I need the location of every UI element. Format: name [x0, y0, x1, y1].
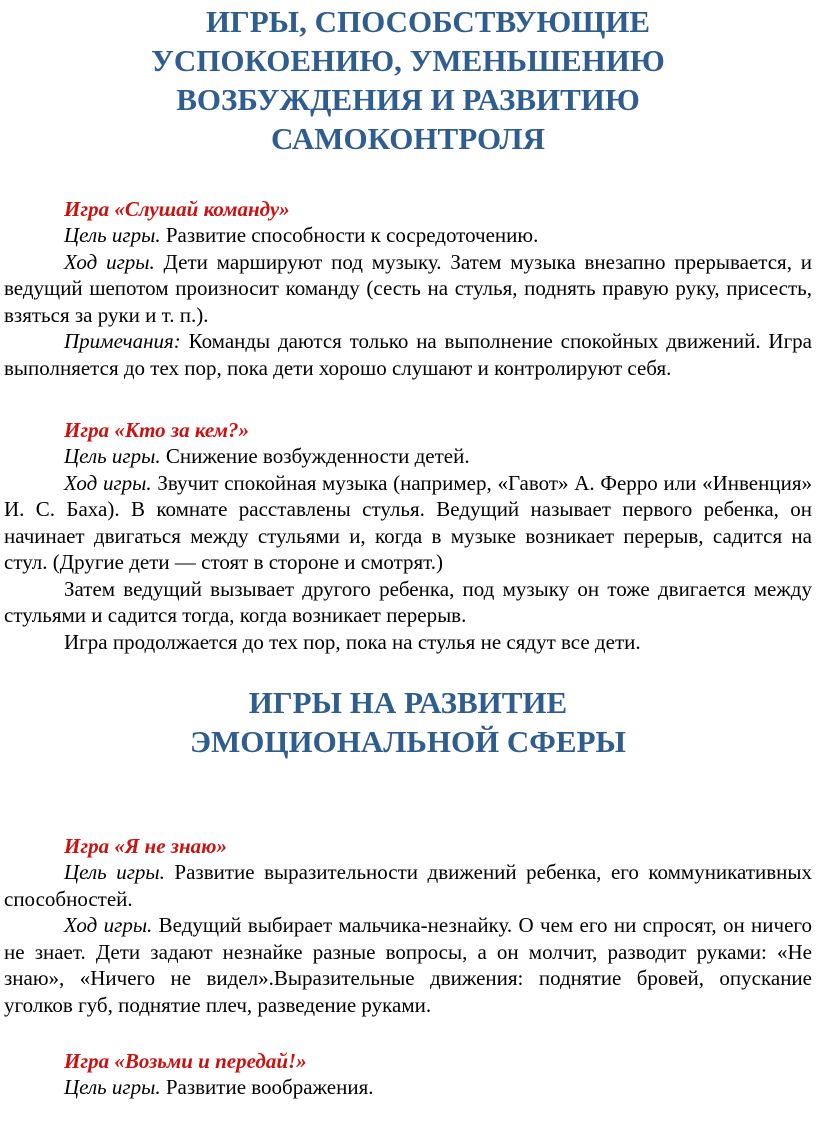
- course-text: Дети маршируют под музыку. Затем музыка внезапно прерывается, и ведущий шепотом произносит команду (сесть на стулья, поднять правую руку, присесть, взяться за руки и т. п.).: [4, 249, 812, 327]
- course-label: Ход игры.: [64, 249, 155, 274]
- course-label: Ход игры.: [64, 470, 152, 495]
- game-course: [4, 912, 812, 1018]
- title-line: ИГРЫ НА РАЗВИТИЕ: [248, 685, 568, 720]
- course-text: Ведущий выбирает мальчика-незнайку. О чем его ни спросят, он ничего не знает. Дети задают незнайке разные вопросы, а он молчит, разводит руками: «Не знаю», «Ничего не видел».Выразительные движения: поднятие бровей, опускание уголков губ, поднятие плеч, разведение руками.: [4, 913, 813, 1017]
- game-listen-command: [4, 196, 812, 381]
- game-title: Игра «Я не знаю»: [64, 834, 227, 858]
- course-label: Ход игры.: [64, 913, 153, 937]
- game-paragraph: Игра продолжается до тех пор, пока на стулья не сядут все дети.: [64, 629, 641, 654]
- title-line: ВОЗБУЖДЕНИЯ И РАЗВИТИЮ: [176, 82, 640, 117]
- goal-label: Цель игры.: [64, 860, 165, 884]
- title-line: ЭМОЦИОНАЛЬНОЙ СФЕРЫ: [190, 724, 626, 759]
- game-paragraph: Затем ведущий вызывает другого ребенка, под музыку он тоже двигается между стульями и садится тогда, когда возникает перерыв.: [4, 576, 812, 627]
- game-title: Игра «Слушай команду»: [64, 197, 290, 221]
- goal-text: Развитие воображения.: [160, 1075, 374, 1099]
- goal-label: Цель игры.: [64, 444, 161, 468]
- title-line: САМОКОНТРОЛЯ: [270, 121, 546, 156]
- goal-label: Цель игры.: [64, 1075, 161, 1099]
- game-course: [4, 470, 812, 576]
- game-title: Игра «Возьми и передай!»: [64, 1049, 307, 1073]
- game-goal: [4, 1074, 812, 1101]
- game-goal: [4, 222, 812, 249]
- game-who-after-whom: [4, 417, 812, 655]
- section-title-emotional-games: [4, 683, 812, 761]
- game-course: [4, 249, 812, 329]
- notes-label: Примечания:: [64, 329, 181, 353]
- game-goal: [4, 859, 812, 912]
- goal-text: Развитие способности к сосредоточению.: [160, 223, 539, 247]
- notes-text: Команды даются только на выполнение спокойных движений. Игра выполняется до тех пор, пока дети хорошо слушают и контролируют себя.: [4, 329, 812, 380]
- goal-label: Цель игры.: [64, 223, 161, 247]
- course-text: Звучит спокойная музыка (например, «Гавот» А. Ферро или «Инвенция» И. С. Баха). В комнате расставлены стулья. Ведущий называет первого ребенка, он начинает двигаться между стульями и, когда в музыке возникает перерыв, садится на стул. (Другие дети — стоят в стороне и смотрят.): [4, 470, 812, 574]
- title-line: ИГРЫ, СПОСОБСТВУЮЩИЕ: [205, 4, 651, 39]
- game-take-and-pass: [4, 1048, 812, 1101]
- game-goal: [4, 443, 812, 470]
- game-title: Игра «Кто за кем?»: [64, 418, 250, 442]
- game-notes: [4, 328, 812, 381]
- goal-text: Развитие выразительности движений ребенка, его коммуникативных способностей.: [4, 860, 813, 911]
- section-title-calming-games: [4, 0, 812, 158]
- title-line: УСПОКОЕНИЮ, УМЕНЬШЕНИЮ: [151, 43, 665, 78]
- game-i-dont-know: [4, 833, 812, 1018]
- goal-text: Снижение возбужденности детей.: [160, 444, 470, 468]
